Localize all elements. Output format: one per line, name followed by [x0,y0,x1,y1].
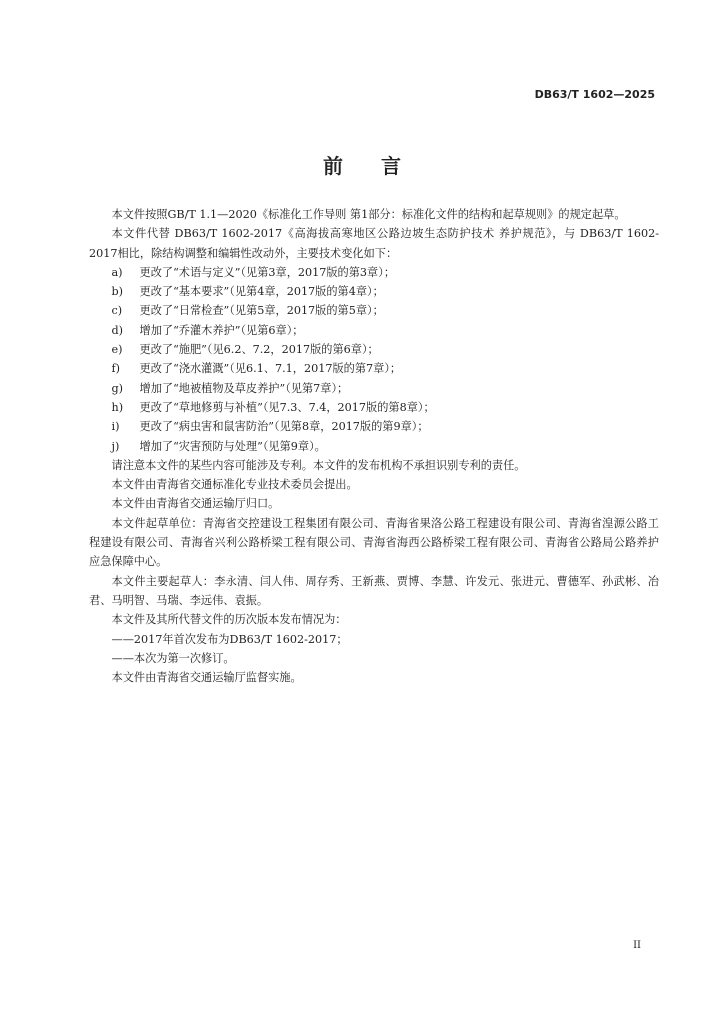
list-item [89,301,659,320]
list-item-text: 更改了“术语与定义”（见第3章，2017版的第3章）； [139,265,396,279]
list-item-text: 增加了“乔灌木养护”（见第6章）； [139,323,304,337]
document-code: DB63/T 1602—2025 [534,88,655,101]
list-item [89,340,659,359]
list-item-label: a) [111,265,123,279]
list-item-label: e) [111,343,123,357]
list-item-label: d) [111,323,124,337]
list-item [89,379,659,398]
list-item-label: i) [111,420,120,434]
list-item [89,359,659,378]
list-item-text: 增加了“灾害预防与处理”（见第9章）。 [139,439,326,453]
list-item-label: j) [111,439,120,453]
list-item-text: 更改了“日常检查”（见第5章，2017版的第5章）； [139,304,384,318]
page-title: 前言 [323,154,439,178]
paragraph: 本文件由青海省交通运输厅归口。 [111,497,280,511]
list-item [89,321,659,340]
document-body [89,205,659,687]
list-item-text: 更改了“病虫害和鼠害防治”（见第8章，2017版的第9章）； [139,420,429,434]
list-item [89,398,659,417]
paragraph: 本文件代替 DB63/T 1602-2017《高海拔高寒地区公路边坡生态防护技术 养护规范》，与 DB63/T 1602-2017相比，除结构调整和编辑性改动外，主要技术变化如下： [89,227,659,260]
list-item [89,417,659,436]
page-number: II [633,940,641,951]
list-item-text: 更改了“施肥”（见6.2、7.2，2017版的第6章）； [139,343,379,357]
list-item-text: 增加了“地被植物及草皮养护”（见第7章）； [139,381,349,395]
list-item-label: c) [111,304,123,318]
list-item-label: g) [111,381,124,395]
list-item-label: f) [111,362,121,376]
paragraph: 本文件由青海省交通运输厅监督实施。 [111,671,302,685]
list-item [89,263,659,282]
list-item-text: 更改了“基本要求”（见第4章，2017版的第4章）； [139,285,384,299]
list-item-label: h) [111,400,124,414]
list-item-text: 更改了“浇水灌溉”（见6.1、7.1，2017版的第7章）； [139,362,402,376]
version-history-item: ——2017年首次发布为DB63/T 1602-2017； [111,632,348,646]
list-item-label: b) [111,285,124,299]
changes-list [89,263,659,456]
paragraph: 本文件按照GB/T 1.1—2020《标准化工作导则 第1部分：标准化文件的结构和起草规则》的规定起草。 [111,208,626,221]
version-history-item: ——本次为第一次修订。 [111,651,235,665]
drafters: 本文件主要起草人：李永清、闫人伟、周存秀、王新燕、贾博、李慧、许发元、张进元、曹德军、孙武彬、冶君、马明智、马瑞、李远伟、袁振。 [89,574,659,607]
list-item [89,437,659,456]
paragraph: 本文件由青海省交通标准化专业技术委员会提出。 [111,478,358,492]
list-item [89,282,659,301]
list-item-text: 更改了“草地修剪与补植”（见7.3、7.4，2017版的第8章）； [139,400,435,414]
patent-notice: 请注意本文件的某些内容可能涉及专利。本文件的发布机构不承担识别专利的责任。 [111,458,526,472]
paragraph: 本文件及其所代替文件的历次版本发布情况为： [111,613,347,627]
drafting-units: 本文件起草单位：青海省交控建设工程集团有限公司、青海省果洛公路工程建设有限公司、青海省湟源公路工程建设有限公司、青海省兴利公路桥梁工程有限公司、青海省海西公路桥梁工程有限公司、青海省公路局公路养护应急保障中心。 [89,516,659,569]
